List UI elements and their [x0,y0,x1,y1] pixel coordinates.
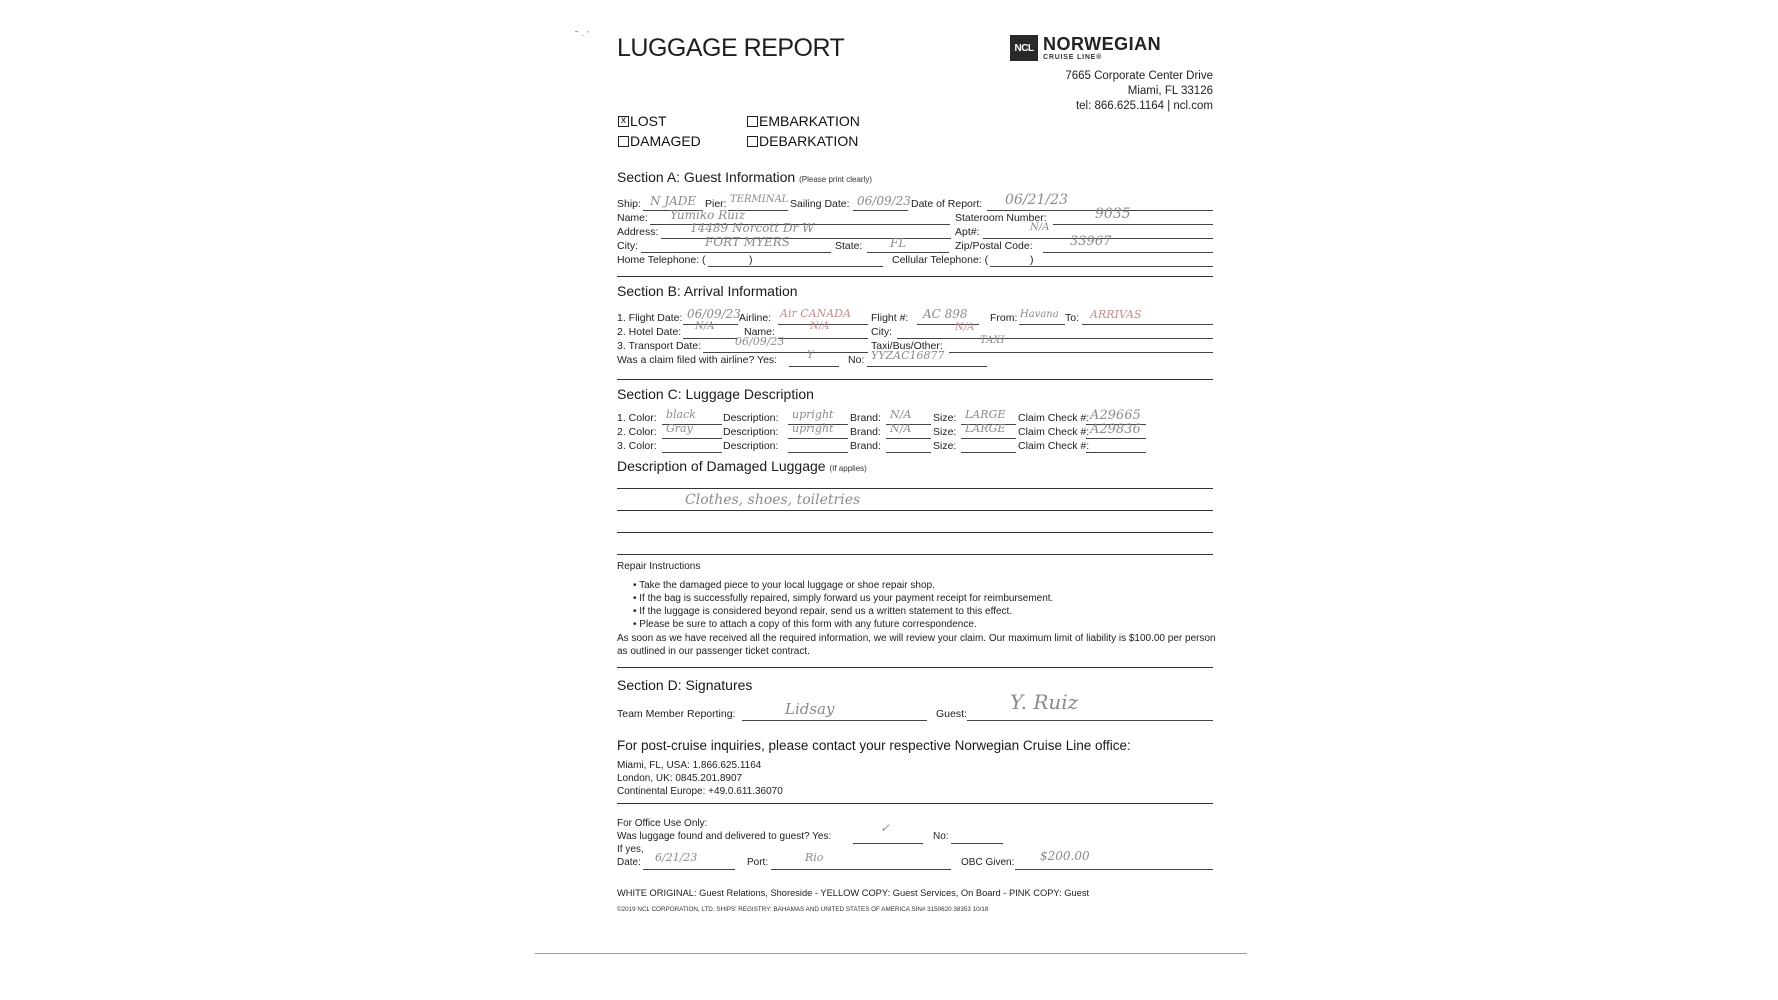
luggage-brand-label: Brand: [850,440,881,452]
zip-field[interactable]: 33967 [1070,234,1112,249]
debarkation-checkbox[interactable] [747,133,858,149]
hotel-name-label: Name: [744,326,775,338]
luggage-desc-label: Description: [723,426,779,438]
stateroom-field[interactable]: 9035 [1095,206,1131,222]
zip-label: Zip/Postal Code: [955,240,1033,252]
to-label: To: [1065,312,1080,324]
section-a-heading [617,169,872,185]
flight-number-label: Flight #: [871,312,909,324]
contact-miami: Miami, FL, USA: 1.866.625.1164 [617,760,762,771]
luggage-found-yes[interactable]: ✓ [880,821,891,835]
debarkation-box[interactable] [747,136,758,147]
report-date-label: Date of Report: [911,198,983,210]
flight-number-field[interactable]: AC 898 [923,307,968,321]
luggage-report-form [535,0,1247,955]
damaged-description-field[interactable]: Clothes, shoes, toiletries [685,492,861,508]
repair-bullet: • Take the damaged piece to your local luggage or shoe repair shop. [633,580,935,591]
luggage-brand-label: Brand: [850,426,881,438]
home-tel-close: ) [749,254,753,266]
hotel-date-label: 2. Hotel Date: [617,326,682,338]
damaged-title: Description of Damaged Luggage [617,458,826,474]
obc-given-label: OBC Given: [961,857,1015,868]
ncl-logo [1010,35,1161,61]
city-label: City: [617,240,638,252]
luggage-size-field[interactable]: LARGE [965,422,1006,435]
address-line-3: tel: 866.625.1164 | ncl.com [1075,100,1213,112]
luggage-size-label: Size: [933,412,957,424]
damaged-box[interactable] [618,136,629,147]
name-field[interactable]: Yumiko Ruiz [670,208,746,222]
guest-label: Guest: [936,708,967,720]
airline-field[interactable]: Air CANADA [780,307,851,320]
section-c-heading: Section C: Luggage Description [617,386,814,402]
ncl-logo-box: NCL [1010,35,1038,61]
logo-wordmark: NORWEGIAN [1043,34,1162,54]
lost-box[interactable]: x [618,116,629,127]
embarkation-label: EMBARKATION [759,113,860,129]
team-member-signature[interactable]: Lidsay [785,700,835,718]
luggage-color-label: 1. Color: [617,412,657,424]
cell-tel-close: ) [1030,254,1034,266]
flight-date-label: 1. Flight Date: [617,312,683,324]
address-line-2: Miami, FL 33126 [1127,85,1213,97]
luggage-size-label: Size: [933,440,957,452]
claim-yes-field[interactable]: Y [807,350,814,361]
luggage-desc-label: Description: [723,440,779,452]
office-port-label: Port: [747,857,769,868]
address-label: Address: [617,226,659,238]
guest-signature[interactable]: Y. Ruiz [1010,690,1079,714]
obc-given-field[interactable]: $200.00 [1040,849,1090,863]
airline-label: Airline: [739,312,772,324]
luggage-color-label: 3. Color: [617,440,657,452]
lost-checkbox[interactable] [618,113,667,129]
repair-heading: Repair Instructions [617,561,701,572]
section-a-title: Section A: Guest Information [617,169,796,185]
luggage-found-no-label: No: [933,831,949,842]
hotel-date-field[interactable]: N/A [695,321,715,332]
flight-date-field[interactable]: 06/09/23 [687,307,741,321]
damaged-line-2 [617,510,1213,511]
sailing-date-label: Sailing Date: [790,198,850,210]
apt-field[interactable]: N/A [1030,222,1050,233]
luggage-size-label: Size: [933,426,957,438]
office-date-field[interactable]: 6/21/23 [655,851,698,864]
claim-no-label: No: [848,354,865,366]
repair-closing-text: As soon as we have received all the required information, we will review your claim. Our maximum limit of liability is $100.00 per person as outlined in our passenger ticket contract. [617,633,1216,658]
if-yes-label: If yes, [617,844,644,855]
transport-date-label: 3. Transport Date: [617,340,702,352]
hotel-name-field[interactable]: N/A [810,321,830,332]
luggage-size-field[interactable]: LARGE [965,408,1006,421]
office-date-label: Date: [617,857,641,868]
pier-label: Pier: [705,198,727,210]
debarkation-label: DEBARKATION [759,133,859,149]
pier-field[interactable]: TERMINAL [730,194,789,205]
address-line-1: 7665 Corporate Center Drive [1065,70,1213,82]
section-b-heading: Section B: Arrival Information [617,283,798,299]
luggage-color-label: 2. Color: [617,426,657,438]
home-tel-label: Home Telephone: ( [617,254,706,266]
luggage-found-label: Was luggage found and delivered to guest? Yes: [617,831,832,842]
logo-subtitle: CRUISE LINE® [1043,54,1103,61]
state-label: State: [835,240,863,252]
ship-label: Ship: [617,198,641,210]
taxi-field[interactable]: TAXI [980,335,1005,346]
stateroom-label: Stateroom Number: [955,212,1047,224]
claim-filed-label: Was a claim filed with airline? Yes: [617,354,778,366]
lost-label: LOST [630,113,667,129]
name-label: Name: [617,212,648,224]
apt-label: Apt#: [955,226,980,238]
luggage-claim-label: Claim Check #: [1018,440,1090,452]
office-use-heading: For Office Use Only: [617,818,708,829]
damaged-checkbox[interactable] [618,133,701,149]
corner-scribble: ˜ · ‛ [575,30,590,41]
team-member-label: Team Member Reporting: [617,708,736,720]
hotel-city-field[interactable]: N/A [955,322,975,333]
section-d-heading: Section D: Signatures [617,677,753,693]
contact-heading: For post-cruise inquiries, please contact your respective Norwegian Cruise Line office: [617,738,1131,753]
state-field[interactable]: FL [890,236,907,250]
repair-bullet: • If the bag is successfully repaired, simply forward us your payment receipt for reimbursement. [633,593,1054,604]
damaged-line-4 [617,554,1213,555]
embarkation-box[interactable] [747,116,758,127]
address-field[interactable]: 14489 Norcott Dr W [690,221,815,235]
damaged-heading [617,458,867,474]
damaged-line-3 [617,532,1213,533]
luggage-desc-field[interactable]: upright [792,422,834,435]
luggage-claim-field[interactable]: A29836 [1090,422,1141,437]
city-field[interactable]: FORT MYERS [705,235,791,249]
form-title: LUGGAGE REPORT [617,34,845,62]
to-field[interactable]: ARRIVAS [1090,308,1142,321]
luggage-claim-field[interactable]: A29665 [1090,408,1141,423]
luggage-brand-label: Brand: [850,412,881,424]
from-label: From: [990,312,1018,324]
repair-bullet: • If the luggage is considered beyond repair, send us a written statement to this effect. [633,606,1013,617]
luggage-desc-field[interactable]: upright [792,408,834,421]
damaged-line-1 [617,488,1213,489]
damaged-label: DAMAGED [630,133,701,149]
luggage-claim-label: Claim Check #: [1018,412,1090,424]
luggage-claim-label: Claim Check #: [1018,426,1090,438]
legal-footer: ©2019 NCL CORPORATION, LTD. SHIPS' REGISTRY: BAHAMAS AND UNITED STATES OF AMERICA SIN# 3150620 38353 10/18 [617,906,989,913]
sailing-date-field[interactable]: 06/09/23 [857,194,911,208]
office-port-field[interactable]: Rio [805,851,824,864]
page-edge [535,953,1247,954]
embarkation-checkbox[interactable] [747,113,860,129]
luggage-color-field[interactable]: black [666,408,696,421]
ship-field[interactable]: N JADE [650,194,697,208]
repair-divider [617,667,1213,668]
luggage-color-field[interactable]: Gray [666,422,693,435]
claim-number-field[interactable]: YYZAC16877 [871,349,945,362]
luggage-brand-field[interactable]: N/A [890,422,912,435]
contact-london: London, UK: 0845.201.8907 [617,773,743,784]
taxi-label: Taxi/Bus/Other: [871,340,943,352]
contact-europe: Continental Europe: +49.0.611.36070 [617,786,783,797]
section-b-divider [617,379,1213,380]
from-field[interactable]: Havana [1020,309,1059,320]
luggage-brand-field[interactable]: N/A [890,408,912,421]
hotel-city-label: City: [871,326,892,338]
damaged-note: (If applies) [829,464,867,473]
copy-distribution: WHITE ORIGINAL: Guest Relations, Shoreside - YELLOW COPY: Guest Services, On Board - PINK COPY: Guest [617,888,1090,898]
luggage-desc-label: Description: [723,412,779,424]
transport-date-field[interactable]: 06/09/23 [735,335,785,348]
section-a-note: (Please print clearly) [799,175,873,184]
cell-tel-label: Cellular Telephone: ( [892,254,989,266]
repair-bullet: • Please be sure to attach a copy of this form with any future correspondence. [633,619,977,630]
section-a-divider [617,276,1213,277]
contact-divider [617,803,1213,804]
report-date-field[interactable]: 06/21/23 [1005,192,1068,208]
